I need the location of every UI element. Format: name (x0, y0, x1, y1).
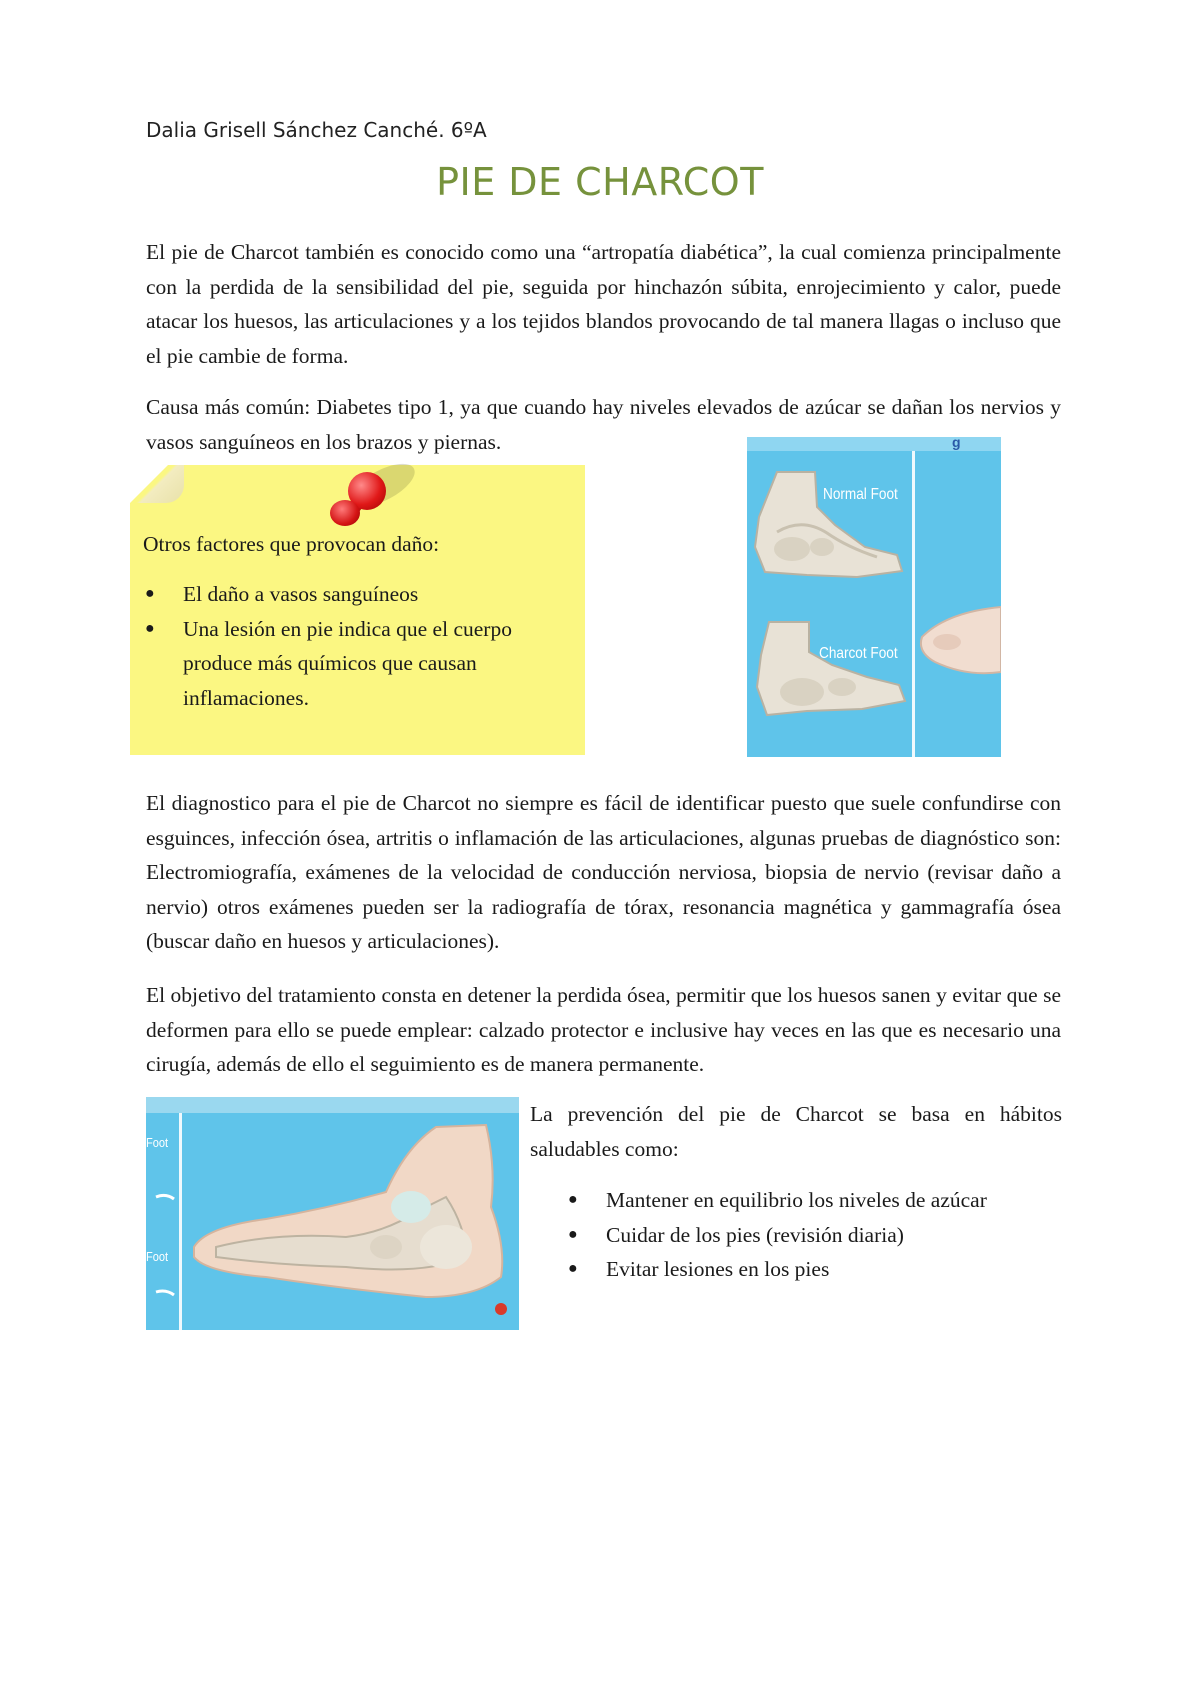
prevention-intro: La prevención del pie de Charcot se basa en hábitos saludables como: (530, 1102, 1062, 1161)
charcot-foot-label: Charcot Foot (819, 645, 898, 662)
bullet-icon: ● (568, 1191, 578, 1208)
prevention-list (566, 1183, 1066, 1287)
normal-foot-label: Normal Foot (823, 486, 898, 503)
note-heading: Otros factores que provocan daño: (143, 532, 440, 556)
foot-label-top: Foot (146, 1135, 169, 1150)
sticky-note-curl (130, 465, 184, 503)
note-list (143, 577, 573, 715)
bullet-icon: ● (568, 1225, 578, 1243)
cause-paragraph: Causa más común: Diabetes tipo 1, ya que cuando hay niveles elevados de azúcar se dañan los nervios y vasos sanguíneos en los brazos y piernas. (146, 395, 1061, 454)
diagnosis-paragraph: El diagnostico para el pie de Charcot no siempre es fácil de identificar puesto que suele confundirse con esguinces, infección ósea, artritis o inflamación de las articulaciones, algunas pruebas de diagnóstico son: Electromiografía, exámenes de la velocidad de conducción nerviosa, biopsia de nervio (revisar daño a nervio) otros exámenes pueden ser la radiografía de tórax, resonancia magnética y gammagrafía ósea (buscar daño en huesos y articulaciones). (146, 791, 1061, 953)
page-title: PIE DE CHARCOT (436, 160, 764, 204)
pushpin-icon-base (330, 500, 360, 526)
foot-bones-image (146, 1097, 519, 1330)
foot-comparison-image (747, 437, 1001, 757)
bullet-icon: ● (145, 619, 155, 637)
list-item: ● Mantener en equilibrio los niveles de azúcar (566, 1183, 1066, 1218)
bullet-icon: ● (145, 585, 155, 602)
svg-text:g: g (952, 437, 961, 450)
bullet-icon: ● (568, 1260, 578, 1277)
list-item: ● Cuidar de los pies (revisión diaria) (566, 1218, 1066, 1253)
foot-comparison-illustration (747, 437, 1001, 757)
list-item: ● Evitar lesiones en los pies (566, 1252, 1066, 1287)
intro-paragraph: El pie de Charcot también es conocido como una “artropatía diabética”, la cual comienza principalmente con la perdida de la sensibilidad del pie, seguida por hinchazón súbita, enrojecimiento y calor, puede atacar los huesos, las articulaciones y a los tejidos blandos provocando de tal manera llagas o incluso que el pie cambie de forma. (146, 240, 1061, 368)
foot-bones-illustration (146, 1097, 519, 1330)
foot-label-bottom: Foot (146, 1249, 169, 1264)
treatment-paragraph: El objetivo del tratamiento consta en detener la perdida ósea, permitir que los huesos sanen y evitar que se deformen para ello se puede emplear: calzado protector e inclusive hay veces en las que es necesario una cirugía, además de ello el seguimiento es de manera permanente. (146, 983, 1061, 1076)
list-item: ● Una lesión en pie indica que el cuerpo produce más químicos que causan inflamaciones. (143, 612, 573, 716)
author-line: Dalia Grisell Sánchez Canché. 6ºA (146, 118, 487, 142)
list-item: ● El daño a vasos sanguíneos (143, 577, 573, 612)
